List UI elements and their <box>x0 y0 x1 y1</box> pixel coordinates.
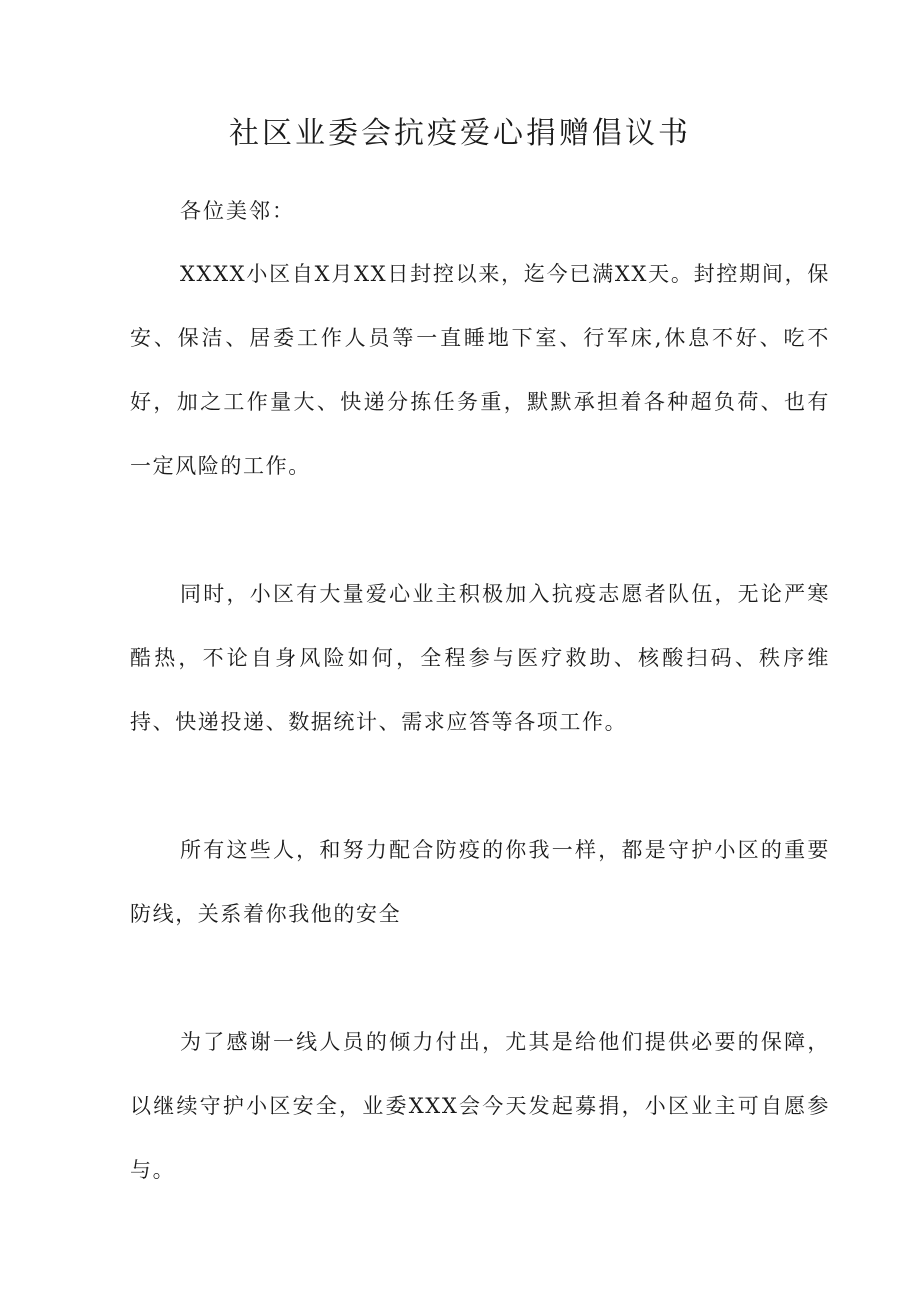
greeting: 各位美邻： <box>180 199 295 223</box>
paragraph-3: 所有这些人，和努力配合防疫的你我一样，都是守护小区的重要防线，关系着你我他的安全 <box>130 838 830 926</box>
paragraph-4: 为了感谢一线人员的倾力付出，尤其是给他们提供必要的保障，以继续守护小区安全，业委XXX会今天发起募捐，小区业主可自愿参与。 <box>130 1030 830 1182</box>
document-title: 社区业委会抗疫爱心捐赠倡议书 <box>229 116 691 151</box>
paragraph-2: 同时，小区有大量爱心业主积极加入抗疫志愿者队伍，无论严寒酷热，不论自身风险如何，全程参与医疗救助、核酸扫码、秩序维持、快递投递、数据统计、需求应答等各项工作。 <box>130 582 830 734</box>
paragraph-1: XXXX小区自X月XX日封控以来，迄今已满XX天。封控期间，保安、保洁、居委工作人员等一直睡地下室、行军床,休息不好、吃不好，加之工作量大、快递分拣任务重，默默承担着各种超负荷、也有一定风险的工作。 <box>130 262 830 478</box>
